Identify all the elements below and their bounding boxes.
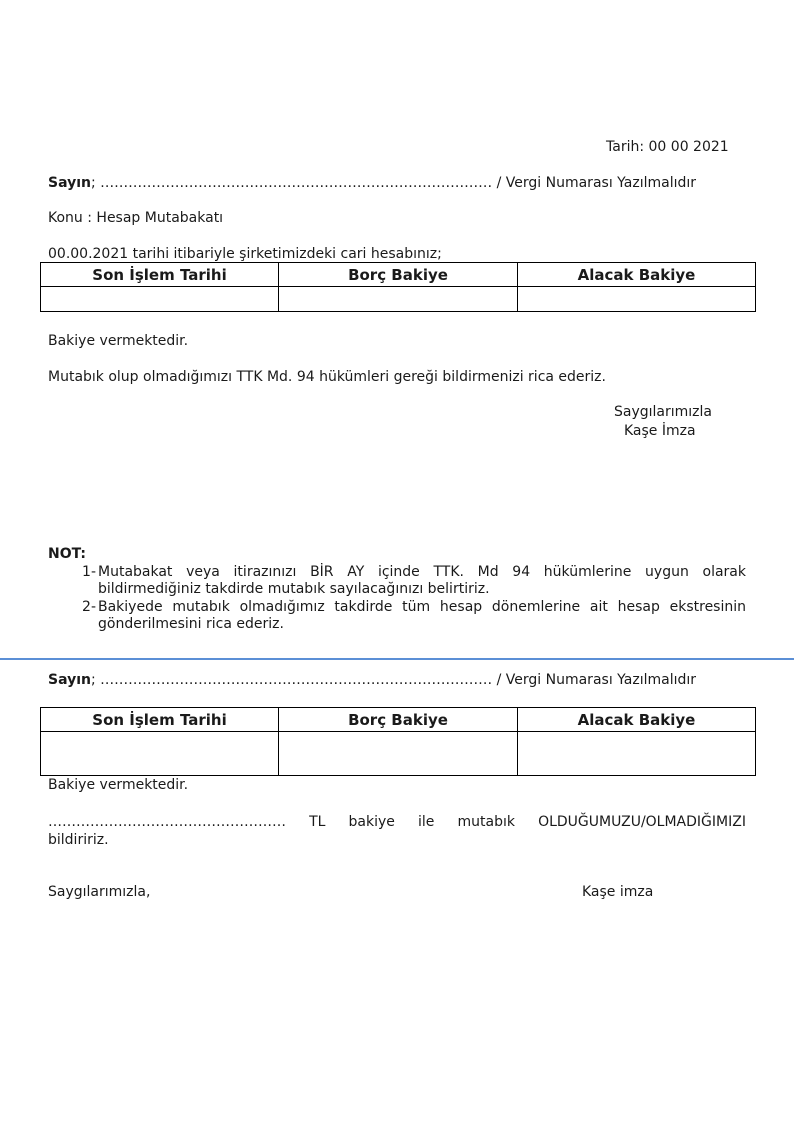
closing-stamp-signature: Kaşe İmza: [624, 423, 696, 439]
intro-text: 00.00.2021 tarihi itibariyle şirketimizdeki cari hesabınız;: [48, 246, 442, 262]
col-header-credit-balance: Alacak Bakiye: [518, 708, 756, 732]
balance-text: Bakiye vermektedir.: [48, 333, 189, 349]
cell-debit-balance[interactable]: [279, 732, 518, 776]
cell-debit-balance[interactable]: [279, 287, 518, 312]
note-title: NOT:: [48, 546, 87, 562]
request-text: Mutabık olup olmadığımızı TTK Md. 94 hükümleri gereği bildirmenizi rica ederiz.: [48, 369, 606, 385]
reply-stamp-signature: Kaşe imza: [582, 884, 654, 900]
reply-addressee-line: [48, 671, 696, 689]
balance-table-reply: [40, 707, 756, 776]
note-number: 2-: [82, 599, 96, 615]
tl-word: TL: [309, 814, 326, 830]
cell-last-transaction-date[interactable]: [41, 287, 279, 312]
col-header-debit-balance: Borç Bakiye: [279, 263, 518, 287]
note-text: Mutabakat veya itirazınızı BİR AY içinde TTK. Md 94 hükümlerine uygun olarak bildirmediğiniz takdirde mutabık sayılacağınızı belirtiriz.: [98, 564, 746, 597]
reply-addressee-label: Sayın: [48, 672, 91, 688]
subject-label: Konu: [48, 210, 83, 226]
note-text: Bakiyede mutabık olmadığımız takdirde tüm hesap dönemlerine ait hesap ekstresinin gönderilmesini rica ederiz.: [98, 599, 746, 632]
note-number: 1-: [82, 564, 96, 580]
date-line: Tarih: 00 00 2021: [606, 139, 729, 155]
tl-word: mutabık: [457, 814, 515, 830]
addressee-line: [48, 174, 696, 192]
date-label: Tarih: [606, 139, 640, 155]
list-item: [48, 599, 746, 633]
table-header-row: [41, 708, 756, 732]
note-list: [48, 564, 746, 633]
tl-amount-dots[interactable]: ……………………………………………: [48, 814, 286, 830]
list-item: [48, 564, 746, 598]
table-header-row: [41, 263, 756, 287]
closing-regards: Saygılarımızla: [614, 404, 712, 420]
table-row: [41, 732, 756, 776]
reply-addressee-dots: ; ………………………………………………………………………… / Vergi Numarası Yazılmalıdır: [91, 672, 697, 688]
reply-tl-statement: [48, 813, 746, 831]
col-header-last-transaction-date: Son İşlem Tarihi: [41, 263, 279, 287]
reply-balance-text: Bakiye vermektedir.: [48, 777, 189, 793]
reply-regards: Saygılarımızla,: [48, 884, 151, 900]
cell-last-transaction-date[interactable]: [41, 732, 279, 776]
addressee-label: Sayın: [48, 175, 91, 191]
subject-line: [48, 209, 223, 227]
col-header-credit-balance: Alacak Bakiye: [518, 263, 756, 287]
cell-credit-balance[interactable]: [518, 287, 756, 312]
tl-word: ile: [418, 814, 435, 830]
cell-credit-balance[interactable]: [518, 732, 756, 776]
tl-word: bakiye: [348, 814, 395, 830]
balance-table-top: [40, 262, 756, 312]
addressee-dots: ; ………………………………………………………………………… / Vergi Numarası Yazılmalıdır: [91, 175, 697, 191]
date-value: 00 00 2021: [648, 139, 729, 155]
subject-value: : Hesap Mutabakatı: [87, 210, 224, 226]
section-divider: [0, 658, 794, 660]
col-header-debit-balance: Borç Bakiye: [279, 708, 518, 732]
table-row: [41, 287, 756, 312]
tl-word: OLDUĞUMUZU/OLMADIĞIMIZI: [538, 814, 746, 830]
reply-tl-end: bildiririz.: [48, 832, 109, 848]
col-header-last-transaction-date: Son İşlem Tarihi: [41, 708, 279, 732]
